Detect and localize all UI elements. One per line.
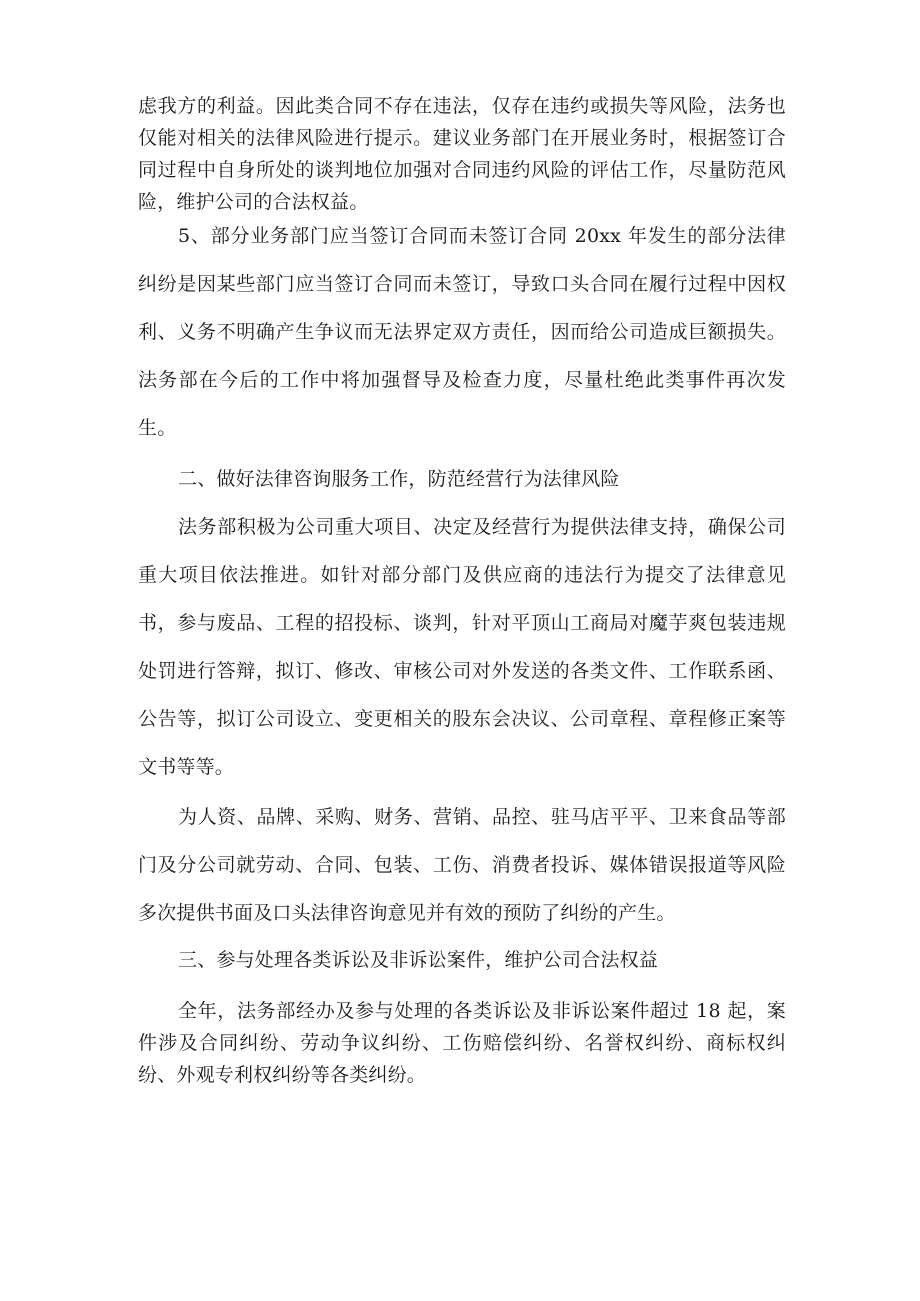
paragraph-cases: 全年，法务部经办及参与处理的各类诉讼及非诉讼案件超过 18 起，案件涉及合同纠纷、劳动争议纠纷、工伤赔偿纠纷、名誉权纠纷、商标权纠纷、外观专利权纠纷等各类纠纷。	[138, 1000, 786, 1086]
section-heading-3: 三、参与处理各类诉讼及非诉讼案件，维护公司合法权益	[178, 949, 659, 971]
section-heading-2: 二、做好法律咨询服务工作，防范经营行为法律风险	[178, 468, 620, 490]
paragraph-legal-support: 法务部积极为公司重大项目、决定及经营行为提供法律支持，确保公司重大项目依法推进。如针对部分部门及供应商的违法行为提交了法律意见书，参与废品、工程的招投标、谈判，针对平顶山工商局对魔芋爽包装违规处罚进行答辩，拟订、修改、审核公司对外发送的各类文件、工作联系函、公告等，拟订公司设立、变更相关的股东会决议、公司章程、章程修正案等文书等等。	[138, 516, 786, 778]
paragraph-item-5: 5、部分业务部门应当签订合同而未签订合同 20xx 年发生的部分法律纠纷是因某些部门应当签订合同而未签订，导致口头合同在履行过程中因权利、义务不明确产生争议而无法界定双方责任，因而给公司造成巨额损失。法务部在今后的工作中将加强督导及检查力度，尽量杜绝此类事件再次发生。	[138, 225, 786, 439]
paragraph-continuation: 虑我方的利益。因此类合同不存在违法，仅存在违约或损失等风险，法务也仅能对相关的法律风险进行提示。建议业务部门在开展业务时，根据签订合同过程中自身所处的谈判地位加强对合同违约风险的评估工作，尽量防范风险，维护公司的合法权益。	[138, 95, 786, 213]
paragraph-consulting: 为人资、品牌、采购、财务、营销、品控、驻马店平平、卫来食品等部门及分公司就劳动、合同、包装、工伤、消费者投诉、媒体错误报道等风险多次提供书面及口头法律咨询意见并有效的预防了纠纷的产生。	[138, 806, 786, 924]
